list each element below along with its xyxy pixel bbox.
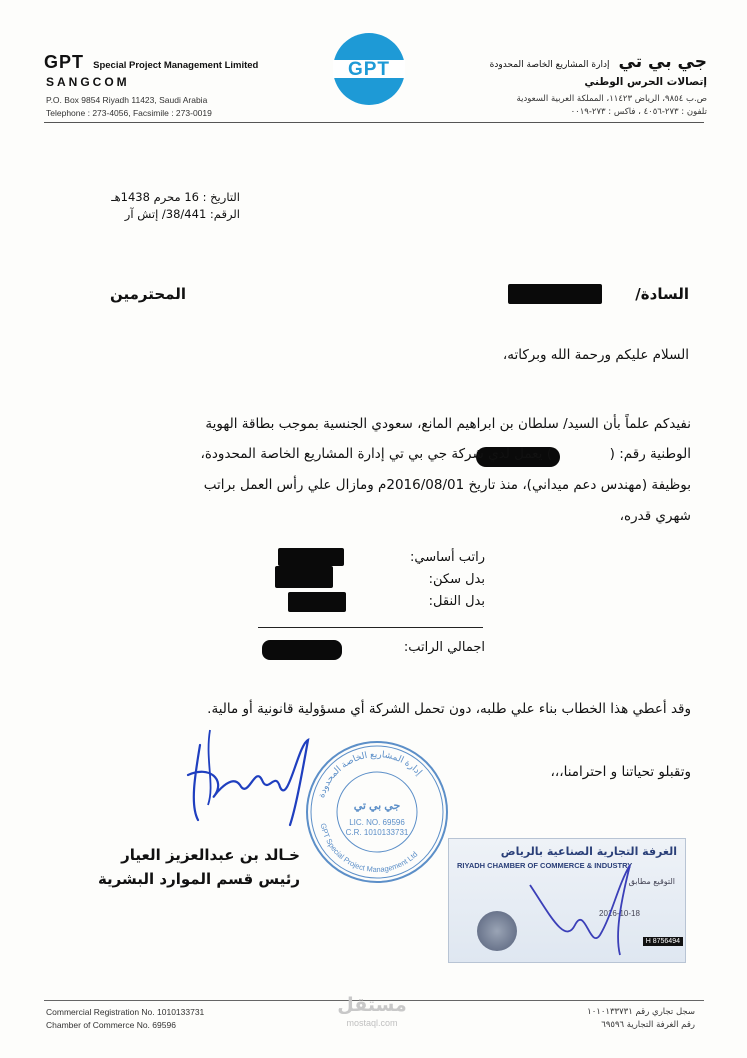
body-line-2a: الوطنية رقم: ( [609, 446, 691, 462]
redacted-total [262, 640, 342, 660]
footer-cr-ar: سجل تجاري رقم ١٠١٠١٣٣٧٣١ [587, 1007, 695, 1017]
company-name-en: Special Project Management Limited [93, 60, 259, 71]
date-line: التاريخ : 16 محرم 1438هـ [111, 190, 240, 204]
chamber-serial: H 8756494 [643, 937, 683, 946]
body-line-1: نفيدكم علماً بأن السيد/ سلطان بن ابراهيم المانع، سعودي الجنسية بموجب بطاقة الهوية [205, 416, 691, 432]
stamp-center: جي بي تي [353, 800, 401, 812]
signatory-name: خـالد بن عبدالعزيز العيار [121, 846, 300, 864]
footer-coc-ar: رقم الغرفة التجارية ٦٩٥٩٦ [601, 1020, 695, 1030]
company-abbr-en: GPT [44, 52, 85, 72]
redacted-housing [275, 566, 333, 588]
body-line-4: شهري قدره، [619, 508, 691, 524]
company-abbr-ar: جي بي تي [618, 52, 707, 72]
stamp-lic: LIC. NO. 69596 [349, 818, 405, 827]
honorific: المحترمين [109, 285, 186, 303]
salary-total-label: اجمالي الراتب: [403, 640, 485, 655]
redacted-addressee [508, 284, 602, 304]
chamber-signature [520, 855, 650, 960]
stamp-ring-ar: إدارة المشاريع الخاصة المحدودة [316, 748, 425, 799]
company-brand-en: SANGCOM [46, 75, 130, 89]
chamber-name-en: RIYADH CHAMBER OF COMMERCE & INDUSTRY [457, 861, 633, 870]
phone-en: Telephone : 273-4056, Facsimile : 273-0019 [46, 108, 212, 118]
hologram-seal [477, 911, 517, 951]
chamber-name-ar: الغرفة التجارية الصناعية بالرياض [500, 845, 677, 858]
company-stamp [302, 737, 452, 887]
salary-housing-label: بدل سكن: [428, 572, 485, 587]
greeting: السلام عليكم ورحمة الله وبركاته، [502, 347, 689, 363]
addressee: السادة/ [635, 285, 689, 303]
disclaimer: وقد أعطي هذا الخطاب بناء علي طلبه، دون تحمل الشركة أي مسؤولية قانونية أو مالية. [207, 701, 691, 717]
watermark-ar: مستقل [337, 994, 407, 1016]
footer-cr-en: Commercial Registration No. 1010133731 [46, 1007, 205, 1017]
chamber-date: 2016-10-18 [599, 909, 640, 918]
letterhead-ar [387, 52, 707, 72]
header-rule [44, 122, 704, 123]
watermark-en: mostaql.com [346, 1018, 398, 1028]
chamber-certify: التوقيع مطابق [628, 877, 675, 886]
regards: وتقبلو تحياتنا و احترامنا،،، [550, 764, 691, 780]
footer-coc-en: Chamber of Commerce No. 69596 [46, 1020, 176, 1030]
address-ar: ص.ب ٩٨٥٤، الرياض ١١٤٢٣، المملكة العربية السعودية [516, 94, 707, 104]
stamp-cr: C.R. 1010133731 [345, 828, 409, 837]
ref-line: الرقم: 38/441/ إتش آر [124, 207, 240, 221]
company-brand-ar: إتصالات الحرس الوطني [584, 76, 707, 88]
company-name-ar: إدارة المشاريع الخاصة المحدودة [489, 60, 610, 70]
body-line-2b: ) يعمل لدي شركة جي بي تي إدارة المشاريع الخاصة المحدودة، [200, 446, 552, 462]
body-line-3: بوظيفة (مهندس دعم ميداني)، منذ تاريخ 2016/08/01م ومازال علي رأس العمل براتب [203, 477, 691, 493]
logo-text: GPT [347, 59, 391, 80]
salary-transport-label: بدل النقل: [428, 594, 485, 609]
signature-scribble [170, 725, 320, 835]
letterhead-en [44, 52, 258, 73]
stamp-ring-en: GPT Special Project Management Ltd [318, 822, 420, 875]
redacted-transport [288, 592, 346, 612]
phone-ar: تلفون : ٢٧٣-٤٠٥٦ ، فاكس : ٢٧٣-٠٠١٩ [570, 107, 707, 117]
redacted-basic-salary [278, 548, 344, 566]
svg-text:إدارة المشاريع الخاصة المحدودة [316, 749, 424, 799]
signatory-title: رئيس قسم الموارد البشرية [97, 870, 300, 888]
address-en: P.O. Box 9854 Riyadh 11423, Saudi Arabia [46, 95, 208, 105]
total-rule [258, 627, 483, 628]
salary-basic-label: راتب أساسي: [410, 550, 485, 565]
